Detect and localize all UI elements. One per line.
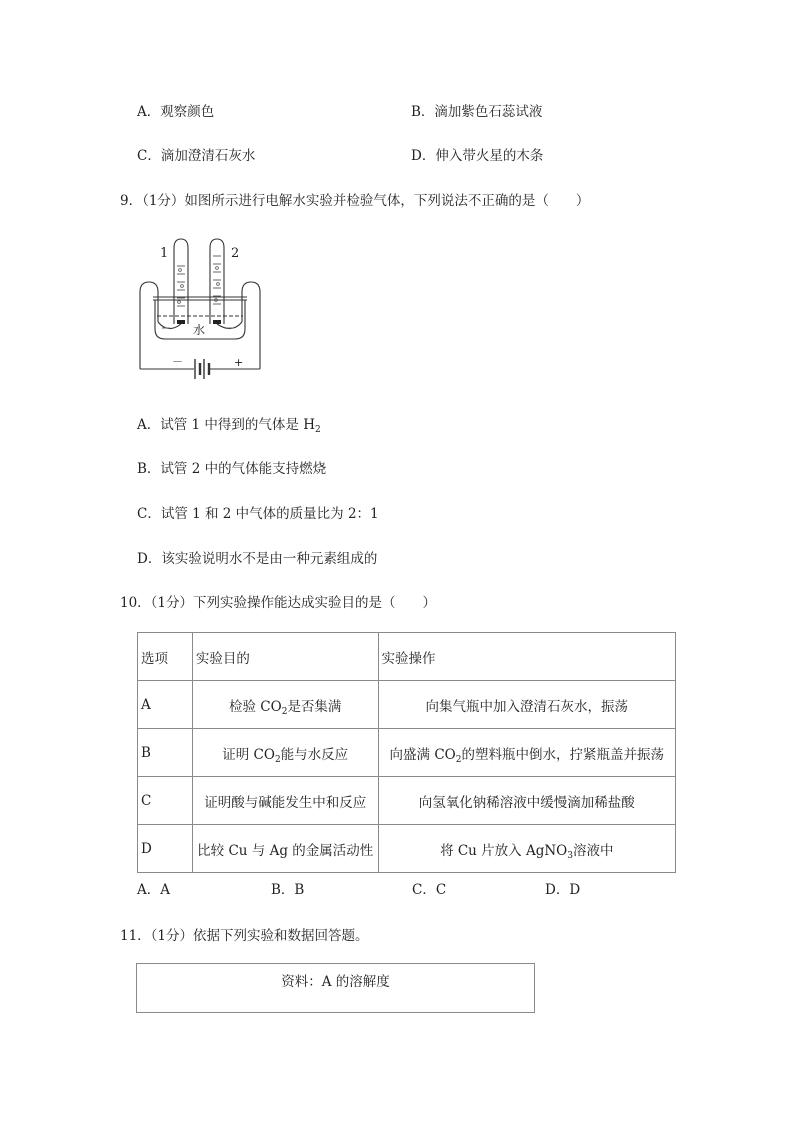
q11-stem: 11．（1分）依据下列实验和数据回答题。	[120, 928, 369, 944]
row-operation: 向氢氧化钠稀溶液中缓慢滴加稀盐酸	[378, 777, 675, 825]
solubility-data-box	[136, 963, 535, 1013]
q9-stem: 9．（1分）如图所示进行电解水实验并检验气体，下列说法不正确的是（ ）	[120, 193, 590, 209]
row-purpose: 检验 $CO_2$是否集满	[192, 681, 378, 729]
q9-option-c: C．试管 1 和 2 中气体的质量比为 2：1	[137, 506, 379, 522]
q10-answer-c: C．C	[412, 882, 447, 898]
experiment-table	[137, 632, 676, 873]
minus-label: －	[172, 355, 183, 368]
plus-label: +	[234, 356, 244, 369]
q10-answer-a: A．A	[137, 882, 170, 898]
q9-option-b: B．试管 2 中的气体能支持燃烧	[137, 461, 327, 477]
header-operation: 实验操作	[378, 633, 675, 681]
table-row	[138, 681, 676, 729]
table-row	[138, 825, 676, 873]
water-label: 水	[193, 323, 206, 337]
row-option: D	[138, 825, 193, 873]
row-option: B	[138, 729, 193, 777]
q8-option-a: A．观察颜色	[137, 104, 215, 120]
q9-option-d: D．该实验说明水不是由一种元素组成的	[137, 551, 378, 567]
tube-1-label: 1	[160, 246, 169, 261]
electrolysis-figure	[138, 234, 262, 389]
row-option: A	[138, 681, 193, 729]
solubility-box-title: 资料：A 的溶解度	[281, 974, 390, 990]
q9-option-a: A．试管 1 中得到的气体是 $H_2$	[137, 417, 321, 435]
row-purpose: 证明 $CO_2$能与水反应	[192, 729, 378, 777]
header-option: 选项	[138, 633, 193, 681]
header-purpose: 实验目的	[192, 633, 378, 681]
row-purpose: 证明酸与碱能发生中和反应	[192, 777, 378, 825]
q10-stem: 10．（1分）下列实验操作能达成实验目的是（ ）	[120, 595, 437, 611]
q8-option-c: C．滴加澄清石灰水	[137, 148, 256, 164]
q8-option-b: B．滴加紫色石蕊试液	[411, 104, 543, 120]
table-header-row	[138, 633, 676, 681]
table-row	[138, 777, 676, 825]
row-operation: 向集气瓶中加入澄清石灰水，振荡	[378, 681, 675, 729]
q10-answer-d: D．D	[545, 882, 581, 898]
row-option: C	[138, 777, 193, 825]
row-purpose: 比较 Cu 与 Ag 的金属活动性	[192, 825, 378, 873]
row-operation: 将 Cu 片放入 AgNO$_3$溶液中	[378, 825, 675, 873]
row-operation: 向盛满 $CO_2$的塑料瓶中倒水，拧紧瓶盖并振荡	[378, 729, 675, 777]
q10-answer-b: B．B	[271, 882, 305, 898]
q8-option-d: D．伸入带火星的木条	[411, 148, 544, 164]
tube-2-label: 2	[231, 246, 240, 261]
table-row	[138, 729, 676, 777]
